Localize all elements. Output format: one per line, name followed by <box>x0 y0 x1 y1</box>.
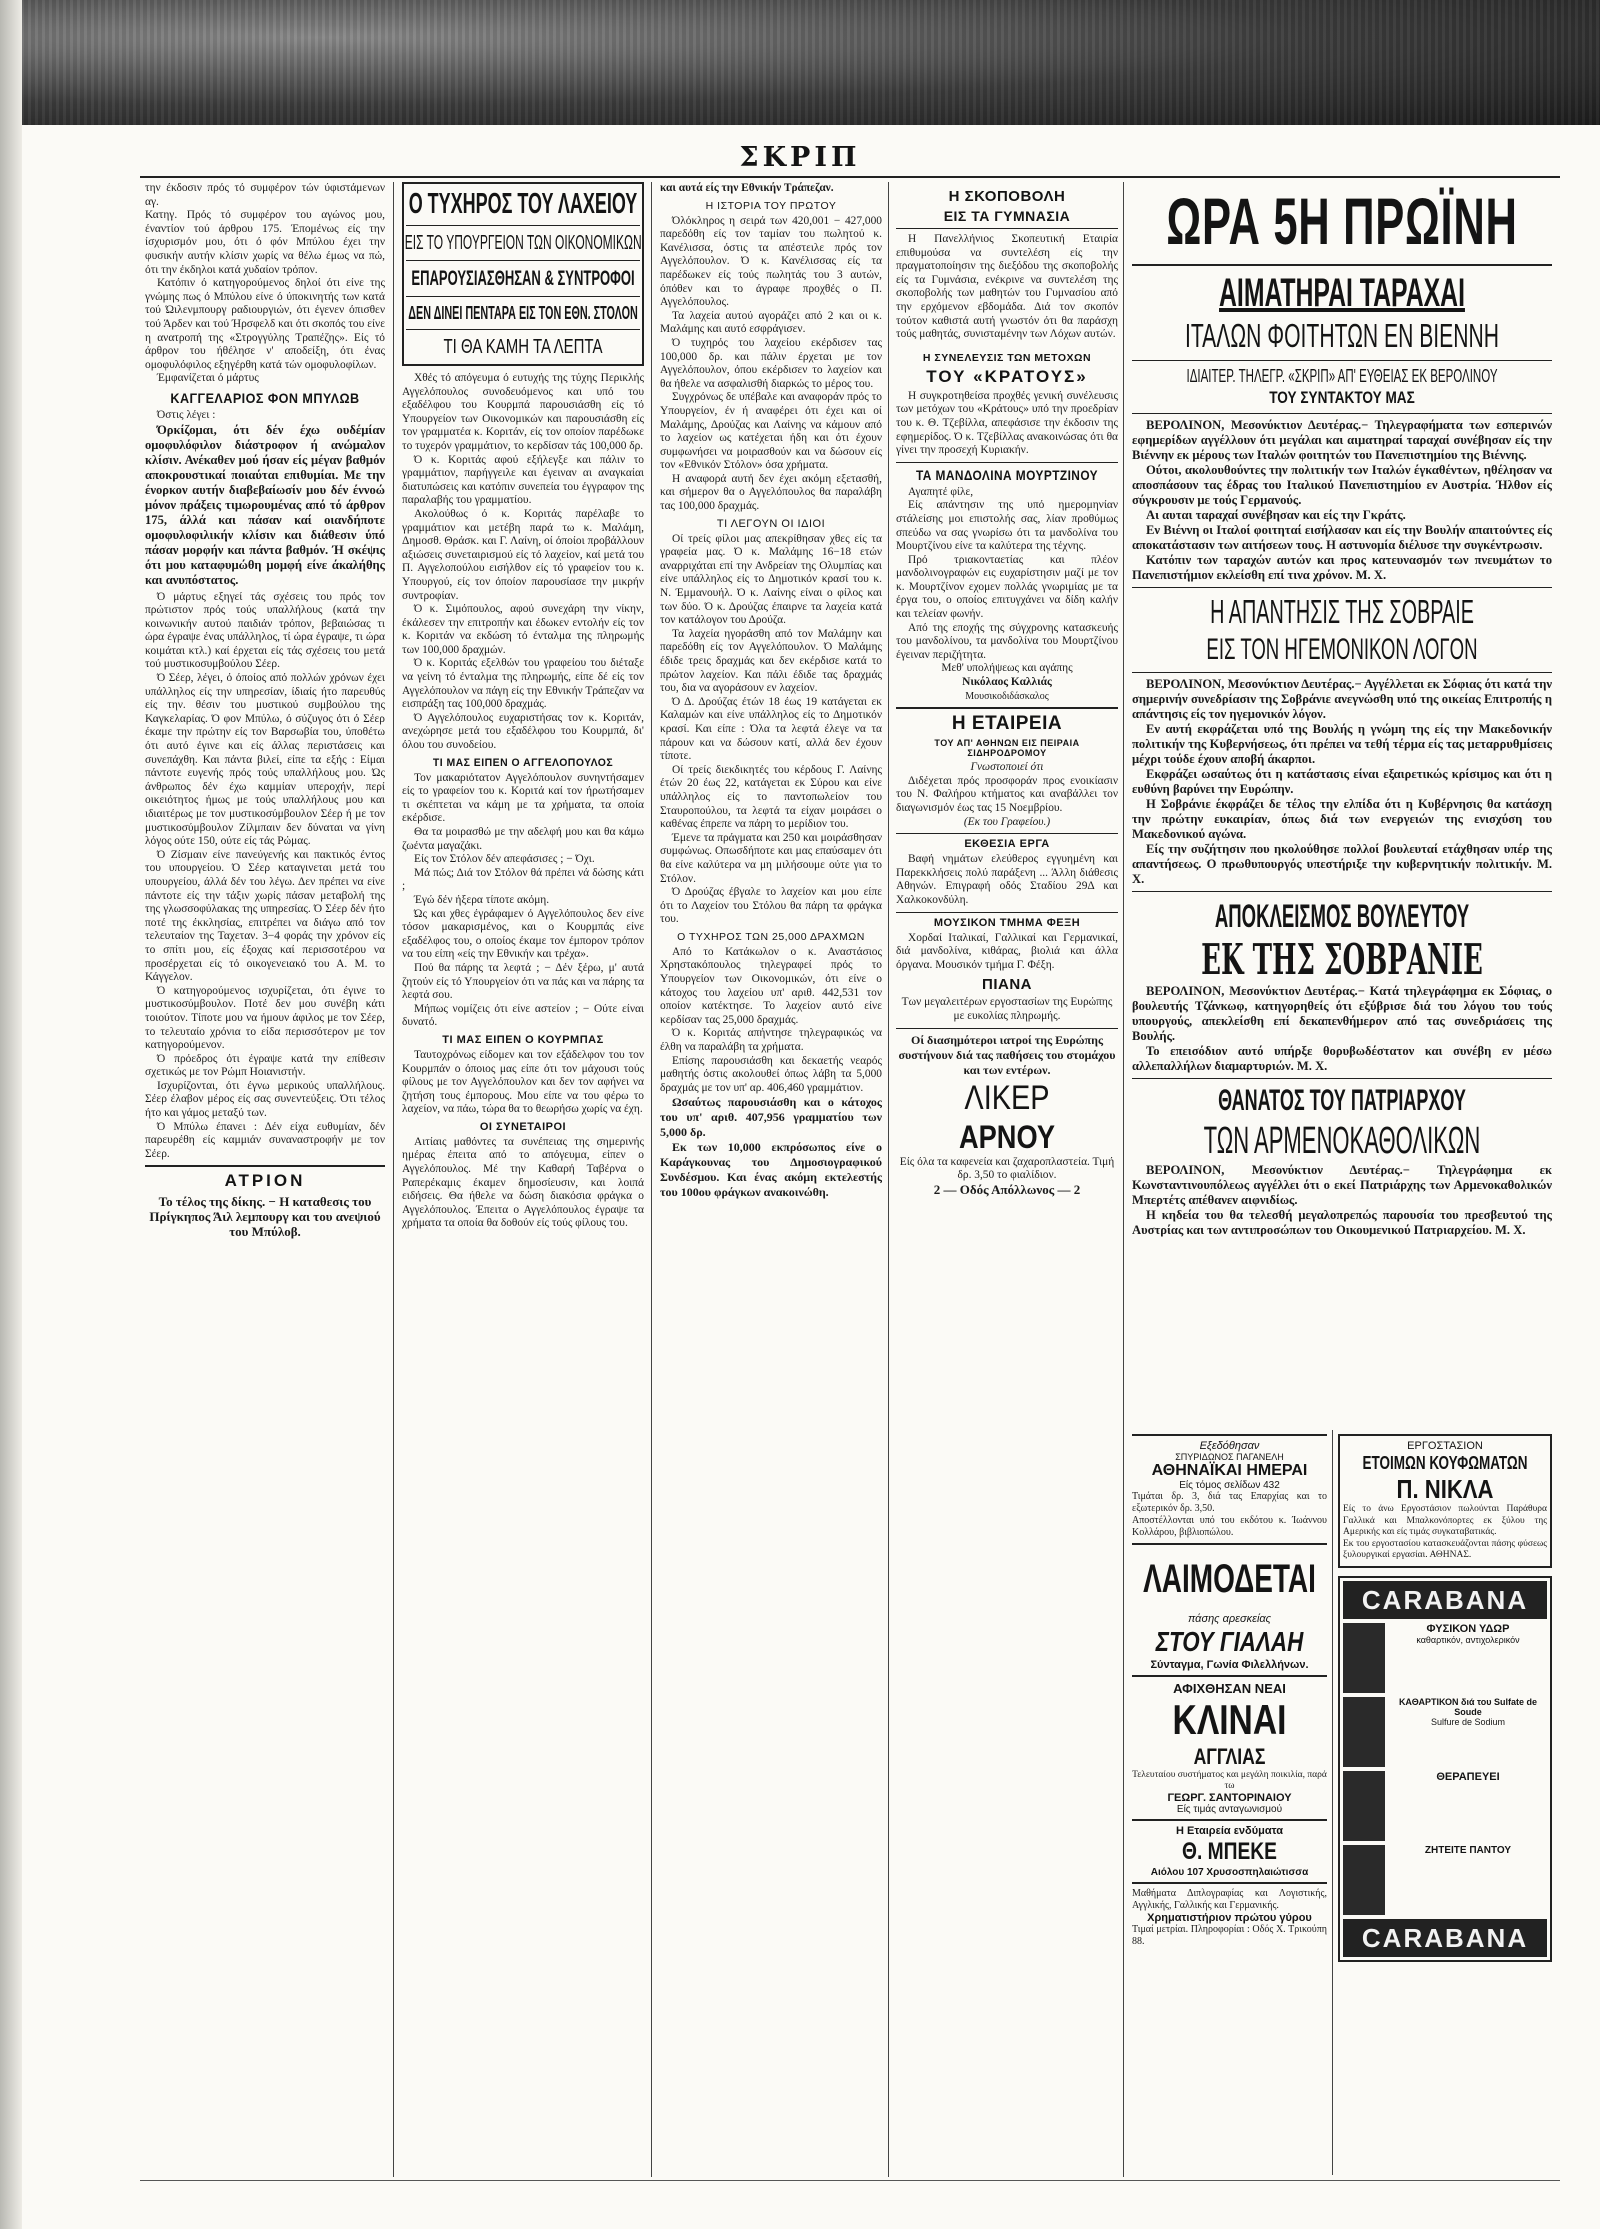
article-text: Ό κατηγορούμενος ισχυρίζεται, ότι έγινε το μυστικοσύμβουλον. Ποτέ δεν μου συνέβη κάτι τοιούτον. Τίποτε μου να ήμουν άφιλος με τον Σέερ, το τελευταίο χρόνια το είδα περισσότερον με τον κατηγορούμενον. <box>145 984 385 1052</box>
ad-niklas <box>1338 1434 1552 1568</box>
ads-left <box>1132 1430 1327 2175</box>
ad-text: Σύνταγμα, Γωνία Φιλελλήνων. <box>1150 1659 1309 1671</box>
ad-text: Τιμαί μετρίαι. Πληροφορίαι : Οδός Χ. Τρικούπη 88. <box>1132 1924 1327 1947</box>
divider <box>1132 587 1552 588</box>
section-heading: ΤΟΥ «ΚΡΑΤΟΥΣ» <box>926 366 1088 386</box>
article-text: Επίσης παρουσιάσθη και δεκαετής νεαρός μαθητής όστις ακολουθεί όπως λάβη τα 5,000 δραχμάς με τον υπ' αρ. 406,460 γραμμάτιον. <box>660 1054 882 1094</box>
ad-text: ΑΦΙΧΘΗΣΑΝ ΝΕΑΙ <box>1173 1681 1286 1696</box>
signature-line: Μεθ' υπολήψεως και αγάπης <box>941 662 1073 675</box>
headline: ΔΕΝ ΔΙΝΕΙ ΠΕΝΤΑΡΑ ΕΙΣ ΤΟΝ ΕΘΝ. ΣΤΟΛΟΝ <box>408 303 638 323</box>
divider <box>1132 413 1552 414</box>
article-text: Ό μάρτυς εξηγεί τάς σχέσεις του πρός τον πρώτιστον πρός τούς υπαλλήλους (κατά την κοινωνικήν αυτού παιδιάν τρόπον, βεβαιώσας τι ώρα έγραψε ένας υπάλληλος, τί ώρα έγραψε, τι ώρα κοιμάται κτλ.) καί έρχεται είς τάς σχέσεις του μετά τού μυστικοσυμβούλου Σέερ. <box>145 590 385 671</box>
column-2 <box>402 182 644 2177</box>
divider <box>896 462 1118 463</box>
ad-row-text <box>1389 1623 1547 1693</box>
article-text: Τον μακαριότατον Αγγελόπουλον συνηντήσαμεν είς το γραφείον του κ. Κοριτά καί τον ήρωτήσαμεν τι σκέπτεται να κάμη με τα χρήματα, τα οποία εκέρδισε. <box>402 771 644 825</box>
article-lead-text: Όρκίζομαι, ότι δέν έχω ουδέμίαν ομοφυλόφιλον διάστροφον ή ανώμαλον κλίσιν. Ανέκαθεν μού ήσαν είς μέγαν βαθμόν αποκρουστικαί ποιαύται επιθυμίαι. Με την ένορκον αυτήν διαβεβαίωσίν μου δέν έννοώ μόνον πράξεις τιμωρουμένας από τό άρθρον 175, άλλά και πάσαν καί οιανδήποτε ομοφυλοφιλικήν κλίσιν και διάθεσιν ύπό πάσαν μορφήν και πάντα βαθμόν. Ή σκέψις ότι μου καταφυμώθη μομφή είνε άκαλήθης και ανυπόστατος. <box>145 422 385 587</box>
article-text: Ό Δρούζας έβγαλε το λαχείον και μου είπε ότι το Λαχείον του Στόλου θα πάρη τα φράγκα του. <box>660 886 882 926</box>
article-text: Τα λαχεία ηγοράσθη από τον Μαλάμην και παρεδόθη είς τον Αγγελόπουλον. Ό Μαλάμης έδιδε τρεις δραχμάς και δεν εκέρδισε κατά το πρώτον λαχείον. Και πάλι έδιδε τας δραχμάς του, δια να αγοράσουν εν λαχείον. <box>660 627 882 695</box>
article-lead-text: Αι αυται ταραχαί συνέβησαν και είς την Γκράτς. <box>1146 508 1406 522</box>
article-lead-text: Εν Βιέννη οι Ιταλοί φοιτηταί εισήλασαν και είς την Βουλήν απαιτούντες είς αποκατάστασιν των αιτήσεων τους. Η αστυνομία διέλυσε την συγκέντρωσιν. <box>1132 523 1552 552</box>
section-heading: ΤΑ ΜΑΝΔΟΛΙΝΑ ΜΟΥΡΤΖΙΝΟΥ <box>915 466 1099 483</box>
ad-heading: ΛΙΚΕΡ <box>964 1078 1050 1117</box>
article-lead-text: Εν αυτή εκφράζεται υπό της Βουλής η γνώμη της είς την Μακεδονικήν πολιτικήν της Κυβερνήσεως, ότι πρέπει να τεθή τέρμα είς τας μεταρρυθμίσεις μέχρι τούδε έχουν αποβή άκαρποι. <box>1132 722 1552 766</box>
article-lead-text: ΒΕΡΟΛΙΝΟΝ, Μεσονύκτιον Δευτέρας.− Κατά τηλεγράφημα εκ Σόφιας, ο βουλευτής Τζάνκωφ, κατηγορηθείς ότι εξύβρισε διά του λόγου του τούς υπουργούς, απεκλείσθη επί δεκαπενθήμερον από τας συνεδριάσεις της Βουλής. <box>1132 984 1552 1043</box>
ad-heading: ΜΟΥΣΙΚΟΝ ΤΜΗΜΑ ΦΕΞΗ <box>933 916 1081 929</box>
ad-text: Εξεδόθησαν <box>1199 1440 1260 1452</box>
divider <box>1132 1543 1327 1545</box>
article-text: Οί τρείς διεκδικητές του κέρδους Γ. Λαίνης έτών 20 έως 22, κατάγεται εκ Σύρου και είνε υπάλληλος είς το παντοπωλείον του Σταυροπούλου, τα λεφτά τα είχαν μοιράσει ο καθένας έπρεπε να πάρη το μερίδιον του. <box>660 763 882 831</box>
ad-row <box>1343 1623 1547 1693</box>
headline: ΕΙΣ ΤΟΝ ΗΓΕΜΟΝΙΚΟΝ ΛΟΓΟΝ <box>1206 633 1478 666</box>
ad-text: Τελευταίου συστήματος και μεγάλη ποικιλία, παρά τω <box>1132 1770 1327 1791</box>
ad-text: Γνωστοποιεί ότι <box>970 761 1044 774</box>
column-rule <box>888 182 889 2177</box>
ad-address: 2 — Οδός Απόλλωνος — 2 <box>933 1181 1081 1197</box>
headline: Η ΑΠΑΝΤΗΣΙΣ ΤΗΣ ΣΟΒΡΑΙΕ <box>1210 593 1474 630</box>
ad-text: ΣΠΥΡΙΔΩΝΟΣ ΠΑΓΑΝΕΛΗ <box>1175 1452 1284 1462</box>
article-text: Ό Ζίσμαιν είνε πανεύγενής και πακτικός έντος του υπουργείου. Ό Σέερ καταγινεται μετά του υπουργείου, άλλά δέν του λέγω. Δεν πρέπει να είνε πάντοτε είς την τάξιν χωρίς πάσαν μεταβολή της της γλωσσοφύλακας της υπηρεσίας. Ό Σέερ δέν ήτο ποτέ της έκκλησίας, επιτρέπει να διάγω από τον τελευταίον της Ταχεταν. 3−4 φοράς την χρόνον είς το σπίτι μου, είς έξοχας καί περισσοτέρου να προσέρχεται είς τό οικογενειακό του Α. Μ. το Κάγγελον. <box>145 848 385 984</box>
ad-text: Είς τιμάς ανταγωνισμού <box>1176 1804 1283 1815</box>
divider <box>1132 1434 1327 1436</box>
article-text: Είς τον Στόλον δέν απεφάσισες ; − Όχι. <box>414 853 595 866</box>
ad-heading: ΑΡΝΟΥ <box>959 1118 1055 1155</box>
divider <box>406 329 640 330</box>
ad-text: (Εκ του Γραφείου.) <box>963 815 1051 828</box>
headline-box <box>402 182 644 366</box>
article-text: Συγχρόνως δε υπέβαλε και αναφοράν πρός το Υπουργείον, έν ή αναφέρει ότι έχει και οί Μαλάμης, Δρούζας και Λαίνης να κάμουν από το λαχείον ως κατέχεται ήδη και ότι έχουν συμφωνήσει να μοιρασθούν και να δώσουν είς τον «Εθνικόν Στόλον» όσα χρήματα. <box>660 391 882 472</box>
ad-text: ΘΕΡΑΠΕΥΕΙ <box>1436 1770 1500 1783</box>
article-text: Πρό τριακονταετίας και πλέον μανδολινογραφών εις ευχαρίστησιν μαζί με τον κ. Μουρτζίνον εχομεν πολλάς γνωριμίας με τα έργα του, ο οποίος επιτυγχάνει να δίδη καλήν και τελείαν φωνήν. <box>896 553 1118 621</box>
headline: ΑΠΟΚΛΕΙΣΜΟΣ ΒΟΥΛΕΥΤΟΥ <box>1214 898 1470 934</box>
article-lead-text: ΒΕΡΟΛΙΝΟΝ, Μεσονύκτιον Δευτέρας.− Τηλεγράφημα εκ Κωνσταντινουπόλεως αγγέλλει ότι ο εκεί Πατριάρχης των Αρμενοκαθολικών Μπερτέτς απέθανεν αιφνιδίως. <box>1132 1163 1552 1207</box>
article-text: Είς απάντησιν της υπό ημερομηνίαν στάλείσης μοι επιστολής σας, λίαν προθύμως σπεύδω να σας γνωρίσω ότι τα μανδολίνα του Μουρτζίνου είνε τα καλύτερα της τέχνης. <box>896 499 1118 553</box>
ad-heading: CARABANA <box>1343 1581 1547 1619</box>
divider <box>406 225 640 226</box>
ad-heading: ΑΘΗΝΑΪΚΑΙ ΗΜΕΡΑΙ <box>1151 1462 1308 1479</box>
ad-text: Είς τόμος σελίδων 432 <box>1179 1480 1280 1491</box>
ad-heading: CARABANA <box>1343 1919 1547 1957</box>
ad-row <box>1343 1771 1547 1841</box>
article-text: Ό κ. Σιμόπουλος, αφού συνεχάρη την νίκην, έκάλεσεν την επιτροπήν και έδωκεν εντολήν είς τον κ. Κοριτάν να εκδώση τό ένταλμα της πληρωμής των 100,000 δραχμών. <box>402 603 644 656</box>
section-heading: ΑΤΡΙΟΝ <box>224 1171 306 1191</box>
article-text: Οί τρείς φίλοι μας απεκρίθησαν χθες είς τα γραφεία μας. Ό κ. Μαλάμης 16−18 ετών αναρριχάται επί την Ανδρείαν της Ολυμπίας και είνε υπάλληλος είς το Δημοτικόν κρασί του κ. Ν. Έμμανουήλ. Ό κ. Λαίνης είναι ο φίλος και των δύο. Ό κ. Δρούζας έπαιρνε τα λαχεία κατά τον κατάλογον του Δρούζα. <box>660 532 882 627</box>
divider <box>1132 1819 1327 1821</box>
article-text: Κατόπιν ό κατηγορούμενος δηλοί ότι είνε της γνώμης πως ό Μπύλου είνε ό ύποκινητής των κατά τού Ώιλενμπουργ ραδιουργιών, ότι έγενεν όπισθεν τού Άρδεν και τού Ήρσφελδ και ότι σκοπός του είνε η ανατροπή της «Στρογγύλης Τραπέζης». Είς τό άρθρον του ήθέλησε ν' αποδείξη, ότι ένας ομοφυλόφιλος εξηγέρθη κατά τών ομοφυλοφίλων. <box>145 277 385 371</box>
ad-text: Διδέχεται πρός προσφοράν προς ενοικίασιν του Ν. Φαλήρου κτήματος και αναβάλλει τον διαγωνισμόν έως τας 15 Νοεμβρίου. <box>896 774 1118 814</box>
ad-heading: ΛΑΙΜΟΔΕΤΑΙ <box>1143 1557 1316 1601</box>
headline: Ο ΤΥΧΗΡΟΣ ΤΟΥ ΛΑΧΕΙΟΥ <box>408 188 638 220</box>
ads-right <box>1338 1430 1552 2175</box>
article-text: Μά πώς; Διά τον Στόλον θά πρέπει νά δώσης κάτι ; <box>402 866 644 893</box>
article-text: Ό Δ. Δρούζας έτών 18 έως 19 κατάγεται εκ Καλαμών και είνε υπάλληλος είς το Δημοτικόν κρασί. Και είπε : Όλα τα λεφτά έλεγε να τα πάρουν και να δώσουν κατί, αλλά δεν έχουν τίποτε. <box>660 695 882 763</box>
ad-heading: Θ. ΜΠΕΚΕ <box>1182 1838 1277 1865</box>
hand-illustration-icon <box>1343 1845 1385 1915</box>
headline: ΑΙΜΑΤΗΡΑΙ ΤΑΡΑΧΑΙ <box>1219 271 1465 315</box>
headline: ΤΩΝ ΑΡΜΕΝΟΚΑΘΟΛΙΚΩΝ <box>1203 1120 1481 1162</box>
article-text: Η Πανελλήνιος Σκοπευτική Εταιρία επιθυμούσα να συντελέση είς την πραγματοποίησιν της διεξόδου της σκοποβολής είς τα Γυμνάσια, ενέκρινε να συντελέση της σκοποβολής των μαθητών του Γυμνασίου από την ερχόμενον εβδομάδα. Διά τον σκοπόν τούτον καθιστά αυτή γνωστόν ότι θα παράσχη τούς μαθητάς, συνισταμένην των Λόχων αυτών. <box>896 233 1118 341</box>
article-text: Η συγκροτηθείσα προχθές γενική συνέλευσις των μετόχων του «Κράτους» υπό την προεδρίαν του κ. Θ. Τζεβίλλα, απεφάσισε την έκδοσιν της εφημερίδος. Ό κ. Τζεβίλλας ανακοινώσας ότι θα γίνει την προσεχή Κυριακήν. <box>896 389 1118 457</box>
ad-text: Αποστέλλονται υπό του εκδότου κ. Ίωάννου Κολλάρου, βιβλιοπώλου. <box>1132 1515 1327 1538</box>
divider <box>1132 891 1552 892</box>
column-rule <box>393 182 394 2177</box>
column-1 <box>145 182 385 2177</box>
hand-illustration-icon <box>1343 1623 1385 1693</box>
ad-laimodetai <box>1132 1549 1327 1613</box>
ad-text: ΕΡΓΟΣΤΑΣΙΟΝ <box>1407 1440 1483 1452</box>
divider <box>1132 264 1552 266</box>
headline: ΕΙΣ ΤΟ ΥΠΟΥΡΓΕΙΟΝ ΤΩΝ ΟΙΚΟΝΟΜΙΚΩΝ <box>404 232 642 254</box>
ad-row-text <box>1389 1697 1547 1767</box>
article-text: Έγώ δέν ήξερα τίποτε ακόμη. <box>414 893 550 906</box>
article-text: Μήπως νομίζεις ότι είνε αστείον ; − Ούτε είναι δυνατό. <box>402 1002 644 1029</box>
article-text: Ό τυχηρός του λαχείου εκέρδισεν τας 100,000 δρ. και πάλιν έρχεται με τον Αγγελόπουλον, όπου εκέρδισεν το λαχείον και θα ήθελε να ασφαλισθή διαρκώς το μέρος του. <box>660 336 882 390</box>
ad-text: καθαρτικόν, αντιχολερικόν <box>1416 1634 1520 1645</box>
section-heading: ΚΑΓΓΕΛΑΡΙΟΣ ΦΟΝ ΜΠΥΛΩΒ <box>170 389 360 406</box>
article-lead-text: Η κηδεία του θα τελεσθή μεγαλοπρεπώς παρουσία του πρεσβευτού της Αυστρίας και των αντιπροσώπων του Οικουμενικού Πατριαρχείου. Μ. Χ. <box>1132 1208 1552 1237</box>
dark-scan-border <box>0 0 1600 125</box>
column-rule <box>651 182 652 2177</box>
headline: ΕΚ ΤΗΣ ΣΟΒΡΑΝΙΕ <box>1201 935 1483 984</box>
ad-text: Χρηματιστήριον πρώτου γύρου <box>1147 1912 1312 1924</box>
divider <box>1132 1882 1327 1884</box>
article-text: την έκδοσιν πρός τό συμφέρον τών ύφιστάμενων αγ. <box>145 182 385 208</box>
headline: ΕΠΑΡΟΥΣΙΑΣΘΗΣΑΝ & ΣΥΝΤΡΟΦΟΙ <box>411 267 635 290</box>
ad-text: Μαθήματα Διπλογραφίας και Λογιστικής, Αγγλικής, Γαλλικής και Γερμανικής. <box>1132 1888 1327 1911</box>
article-text: Ταυτοχρόνως είδομεν και τον εξάδελφον του τον Κουρμπάν ο όποιος μας είπε ότι τον μάχουσι τούς φίλους με τον Αγγελόπουλον και δεν τον αφήνει να ζητήση τους έμπορους. Μου είπε να του φέρω το λαχείον, να πάω, τώρα θα το θεωρήσω χωρίς να έχη. <box>402 1048 644 1116</box>
article-text: Ακολούθως ό κ. Κοριτάς παρέλαβε το γραμμάτιον και μετέβη παρά τω κ. Μαλάμη, Δημοσθ. Θράσκ. και Γ. Λαίνη, οί όποίοι προβάλλουν αξιώσεις συνεταιρισμού είς τό λαχείον, καί μετά του Π. Αγγελοπούλου εισήλθον είς τό γραφείον του κ. Υπουργού, είς τον όποίον παρουσίασε την μικρήν συντροφίαν. <box>402 507 644 602</box>
divider <box>896 228 1118 229</box>
column-4 <box>896 182 1118 2177</box>
ad-text: πάσης αρεσκείας <box>1187 1613 1272 1625</box>
divider <box>145 1165 385 1167</box>
page-fold-shadow <box>0 0 22 2229</box>
article-text: Πού θα πάρης τα λεφτά ; − Δέν ξέρω, μ' αυτά ζητούν είς τό Υπουργείον ότι να πάς και να πάρης τα λεφτά σου. <box>402 961 644 1002</box>
ad-heading: ΑΓΓΛΙΑΣ <box>1193 1744 1266 1769</box>
article-lead-text: Το τέλος της δίκης. − Η καταθεσις του Πρίγκηπος Άιλ λεμπουργ και του ανεψιού του Μπύλοβ. <box>149 1194 381 1240</box>
headline: ΘΑΝΑΤΟΣ ΤΟΥ ΠΑΤΡΙΑΡΧΟΥ <box>1218 1084 1466 1117</box>
column-3 <box>660 182 882 2177</box>
divider <box>406 296 640 297</box>
signature-name: Νικόλαος Καλλιάς <box>962 676 1052 689</box>
ad-heading: Η ΕΤΑΙΡΕΙΑ <box>951 713 1063 735</box>
article-text: Όλόκληρος η σειρά των 420,001 − 427,000 παρεδόθη είς τον ταμίαν του πωλητού κ. Κανέλισσα, όστις τα απέστειλε πρός τον Αγγελόπουλον. Ό κ. Κανέλισσας είς τα παρέδωκεν είς τούς πωλητάς του 3 αυτών, όπόθεν και το άγραφε προχθές ο Π. Αγγελόπουλος. <box>660 214 882 309</box>
article-text: Ισχυρίζονται, ότι έγνω μερικούς υπαλλήλους. Σέερ έλαβον μέρος είς σας συνεντεύξεις. Ότι τέλος ήτο και γάμος μεταξύ των. <box>145 1079 385 1120</box>
article-text: Ό πρόεδρος ότι έγραψε κατά την επίθεσιν σχετικώς με τον Ρώμπ Ηοιανιστήν. <box>145 1052 385 1079</box>
masthead-rule <box>140 176 1560 178</box>
ad-text: Η Εταιρεία ενδύματα <box>1176 1825 1283 1837</box>
article-text: Χθές τό απόγευμα ό ευτυχής της τύχης Περικλής Αγγελόπουλος συνοδευόμενος και υπό του εξαδέλφου του Κουρμπά παρουσιάσθη είς τό Υπουργείον των Οικονομικών και παρουσιάσθη είς τον γραμματέα κ. Κοριτάν, είς τον οποίον παρέδωκε το τυχερόν γραμμάτιον, το κερδίσαν τάς 100,000 δρ. <box>402 372 644 452</box>
article-lead-text: Είς την συζήτησιν που ηκολούθησε πολλοί βουλευταί ετάχθησαν υπέρ της απαντήσεως. Ο πρωθυπουργός υπεστήριξε την κυβερνητικήν πολιτικήν. Μ. Χ. <box>1132 842 1552 886</box>
article-text: Ό κ. Κοριτάς εξελθών του γραφείου του διέταξε να γείνη τό ένταλμα της πληρωμής, είπε δέ είς τον Αγγελόπουλον να πάγη είς την Εθνικήν Τράπεζαν να εισπράξη τας 100,000 δραχμάς. <box>402 657 644 711</box>
article-lead-text: Η Σοβράνιε έκφράζει δε τέλος την ελπίδα ότι η Κυβέρνησις θα κατάσχη την πρώτην ευκαιρίαν, όπως διά των ενεργειών της ενισχύση του Μακεδονικού αγώνα. <box>1132 797 1552 841</box>
article-text: Όστις λέγει : <box>157 408 216 421</box>
ad-carabana <box>1338 1576 1552 1962</box>
divider <box>1132 1675 1327 1677</box>
divider <box>1132 672 1552 673</box>
section-heading: Ο ΤΥΧΗΡΟΣ ΤΩΝ 25,000 ΔΡΑΧΜΩΝ <box>677 930 865 943</box>
divider <box>1132 360 1552 361</box>
article-text: Θα τα μοιρασθώ με την αδελφή μου και θα κάμω ζωέντα μαγαζάκι. <box>402 826 644 852</box>
ad-text: Οί διασημότεροι ιατροί της Ευρώπης συστήνουν διά τας παθήσεις του στομάχου και των εντέρων. <box>898 1032 1116 1077</box>
ad-row-text <box>1389 1771 1547 1841</box>
divider <box>896 707 1118 709</box>
ad-text: Τιμάται δρ. 3, διά τας Επαρχίας και το εξωτερικόν δρ. 3,50. <box>1132 1491 1327 1514</box>
ad-row-text <box>1389 1845 1547 1915</box>
ad-row <box>1343 1697 1547 1767</box>
article-lead-text: Ούτοι, ακολουθούντες την πολιτικήν των Ιταλών έγκαθέντων, ηθέλησαν να αποσπάσουν τας έδρας του Ιταλικού Πανεπιστημίου εν Αυστρία. Ήλθον είς σύγκρουσιν με τούς Γερμανούς. <box>1132 463 1552 507</box>
section-heading: ΕΙΣ ΤΑ ΓΥΜΝΑΣΙΑ <box>943 208 1071 224</box>
bottom-rule <box>140 2180 1560 2181</box>
ad-text: ΚΑΘΑΡΤΙΚΟΝ διά του Sulfate de Soude <box>1398 1696 1538 1717</box>
article-text: Αγαπητέ φίλε, <box>908 485 974 498</box>
hand-illustration-icon <box>1343 1771 1385 1841</box>
article-text: Έμενε τα πράγματα και 250 και μοιράσθησαν συμφώνως. Οπωσδήποτε και μας επαύσαμεν ότι θα είνε καλύτερα να μη μιλήσουμε ούτε για το Στόλον. <box>660 831 882 885</box>
hand-illustration-icon <box>1343 1697 1385 1767</box>
article-lead-text: Εκ των 10,000 εκπρόσωπος είνε ο Καράγκουνας του Δημοσιογραφικού Συνδέσμου. Και ένας ακόμη εκτελεστής του 100ου φράγκων ανακοινώθη. <box>660 1140 882 1200</box>
ad-heading: ΣΤΟΥ ΓΙΑΛΑΗ <box>1155 1626 1304 1657</box>
ad-text: ΖΗΤΕΙΤΕ ΠΑΝΤΟΥ <box>1424 1844 1512 1856</box>
ad-text: Βαφή νημάτων ελεύθερος εγγυημένη και Παρεκκλήσεις πολύ παράξενη ... Άλλη διάθεσις Αθηνών. Επιγραφή οδός Σταδίου 29Δ και Χαλκοκονδύλη. <box>896 853 1118 906</box>
article-text: Η αναφορά αυτή δεν έχει ακόμη εξετασθή, και σήμερον θα ο Αγγελόπουλος θα παραλάβη τας 100,000 δραχμάς. <box>660 472 882 513</box>
masthead: ΣΚΡΙΠ <box>739 142 861 173</box>
ad-heading: ΕΤΟΙΜΩΝ ΚΟΥΦΩΜΑΤΩΝ <box>1362 1453 1528 1473</box>
column-rule <box>1123 182 1124 2177</box>
section-heading: ΤΙ ΜΑΣ ΕΙΠΕΝ Ο ΑΓΓΕΛΟΠΟΥΛΟΣ <box>432 756 614 769</box>
column-rule <box>1332 1430 1333 2175</box>
ad-heading: Π. ΝΙΚΛΑ <box>1396 1474 1494 1504</box>
section-heading: ΤΙ ΛΕΓΟΥΝ ΟΙ ΙΔΙΟΙ <box>716 517 826 530</box>
article-lead-text: Κατόπιν των ταραχών αυτών και προς κατευνασμόν των πνευμάτων το Πανεπιστήμιον εκλείσθη επί τινα χρόνον. Μ. Χ. <box>1132 553 1552 582</box>
subheadline: ΙΔΙΑΙΤΕΡ. ΤΗΛΕΓΡ. «ΣΚΡΙΠ» ΑΠ' ΕΥΘΕΙΑΣ ΕΚ ΒΕΡΟΛΙΝΟΥ <box>1186 366 1498 386</box>
article-lead-text: ΒΕΡΟΛΙΝΟΝ, Μεσονύκτιον Δευτέρας.− Τηλεγραφήματα των εσπερινών εφημερίδων αγγέλλουν ότι μεγάλαι και αιματηραί ταραχαί συνέβησαν είς την Βιέννην εκ μέρους των Ιταλών φοιτητών του Πανεπιστημίου της Βιέννης. <box>1132 418 1552 462</box>
divider <box>896 912 1118 913</box>
ad-text: Εκ του εργοστασίου κατασκευάζονται πάσης φύσεως ξυλουργικαί εργασίαι. ΑΘΗΝΑΣ. <box>1343 1538 1547 1560</box>
ad-text: ΦΥΣΙΚΟΝ ΥΔΩΡ <box>1426 1622 1510 1635</box>
article-text: και αυτά είς την Εθνικήν Τράπεζαν. <box>660 182 834 194</box>
signature-title: Μουσικοδιδάσκαλος <box>965 690 1049 702</box>
ad-text: Sulfure de Sodium <box>1430 1716 1506 1727</box>
article-text: Έμφανίζεται ό μάρτυς <box>157 372 259 385</box>
divider <box>406 260 640 261</box>
article-text: Ώς και χθες έγράφαμεν ό Αγγελόπουλος δεν είνε τόσον μακαρισμένος, και ο Κουρμπάς είνε εξαδέλφος του, ο οποίος έκαμε τον έμπορον τρόπον να του είπη «είς την Εθνικήν και τρέχα». <box>402 907 644 961</box>
headline: ΤΙ ΘΑ ΚΑΜΗ ΤΑ ΛΕΠΤΑ <box>443 336 603 358</box>
ad-text: Αιόλου 107 Χρυσοσπηλαιώτισσα <box>1150 1867 1309 1878</box>
article-text: Από το Κατάκωλον ο κ. Αναστάσιος Χρηστακόπουλος τηλεγραφεί πρός το Υπουργείον των Οικονομικών, ότι είνε ο κάτοχος του λαχείου υπ' αριθ. 442,531 τον οποίον κατέκτησε. Το λαχείον αυτό είνε κερδίσαν τας 25,000 δραχμάς. <box>660 945 882 1026</box>
ad-text: Χορδαί Ιταλικαί, Γαλλικαί και Γερμανικαί, διά μανδολίνα, κιθάρας, βιολιά και άλλα όργανα. Μουσικόν τμήμα Γ. Φέξη. <box>896 931 1118 971</box>
divider <box>1132 1078 1552 1079</box>
section-heading: ΟΙ ΣΥΝΕΤΑΙΡΟΙ <box>479 1120 567 1133</box>
divider <box>896 833 1118 834</box>
ad-subheading: ΤΟΥ ΑΠ' ΑΘΗΝΩΝ ΕΙΣ ΠΕΙΡΑΙΑ ΣΙΔΗΡΟΔΡΟΜΟΥ <box>934 738 1080 759</box>
divider <box>896 1028 1118 1029</box>
ad-heading: ΕΚΘΕΣΙΑ ΕΡΓΑ <box>964 838 1050 851</box>
article-lead-text: Εκφράζει ωσαύτως ότι η κατάστασις είναι εξαιρετικώς κρίσιμος και ότι η ευθύνη βαρύνει την Ευρώπην. <box>1132 767 1552 796</box>
article-lead-text: ΒΕΡΟΛΙΝΟΝ, Μεσονύκτιον Δευτέρας.− Αγγέλλεται εκ Σόφιας ότι κατά την σημερινήν συνεδρίασιν της Σοβράνιε ανεγνώσθη υπό της οικείας Επιτροπής η απάντησις είς τον ηγεμονικόν λόγον. <box>1132 677 1552 721</box>
ad-text: Είς όλα τα καφενεία και ζαχαροπλαστεία. Τιμή δρ. 3,50 το φιαλίδιον. <box>899 1155 1115 1182</box>
headline: ΩΡΑ 5Η ΠΡΩΪΝΗ <box>1166 184 1518 258</box>
article-text: Αιτίαις μαθόντες τα συνέπειας της σημερινής ημέρας έπειτα από το απόγευμα, είπεν ο Αγγελόπουλος. Μέ την Καθαρή Ταβέρνα ο Ραπερέκαμις έκαμεν δημοσίευσιν, και λοιπά ειδήσεις. Θα ήθελε να δώση διακόσια φράγκα ο Αγγελόπουλος. Έπειτα ο Αγγελόπουλος έγραψε τα χρήματα τα οποία θα δοθούν είς τούς φίλους του. <box>402 1135 644 1230</box>
article-lead-text: Το επεισόδιον αυτό υπήρξε θορυβωδέστατον και συνέβη εν μέσω αλλεπαλλήλων διαμαρτυριών. Μ. Χ. <box>1132 1044 1552 1073</box>
ad-text: ΓΕΩΡΓ. ΣΑΝΤΟΡΙΝΑΙΟΥ <box>1167 1792 1292 1804</box>
section-heading: ΤΙ ΜΑΣ ΕΙΠΕΝ Ο ΚΟΥΡΜΠΑΣ <box>442 1033 604 1046</box>
ad-text: Των μεγαλειτέρων εργοστασίων της Ευρώπης με ευκολίας πληρωμής. <box>901 996 1113 1022</box>
headline: ΙΤΑΛΩΝ ΦΟΙΤΗΤΩΝ ΕΝ ΒΙΕΝΝΗ <box>1184 317 1500 354</box>
section-heading: Η ΣΚΟΠΟΒΟΛΗ <box>948 188 1066 205</box>
article-text: Ό κ. Κοριτάς αφού εξήλεγξε και πάλιν το γραμμάτιον, παρήγγειλε και έγειναν αι αναγκαίαι διατυπώσεις και κατόπιν συνεπεία του έγγραφον της παραλαβής του γραμματίου. <box>402 453 644 507</box>
subheadline: ΤΟΥ ΣΥΝΤΑΚΤΟΥ ΜΑΣ <box>1269 388 1415 407</box>
section-heading: Η ΣΥΝΕΛΕΥΣΙΣ ΤΩΝ ΜΕΤΟΧΩΝ <box>922 351 1092 364</box>
article-text: Από της εποχής της σύγχρονης κατασκευής του μανδολίνου, τα μανδολίνα του Μουρτζίνου έγειναν περιζήτητα. <box>896 621 1118 661</box>
article-lead-text: Ωσαύτως παρουσιάσθη και ο κάτοχος του υπ' αριθ. 407,956 γραμματίου των 5,000 δρ. <box>660 1095 882 1140</box>
article-text: Ό Αγγελόπουλος ευχαριστήσας τον κ. Κοριτάν, ανεχώρησε μετά του εξαδέλφου του Κουρμπά, δι' όλου του συνοδείου. <box>402 711 644 752</box>
ad-heading: ΚΛΙΝΑΙ <box>1172 1696 1287 1743</box>
ad-text: Είς το άνω Εργοστάσιον πωλούνται Παράθυρα Γαλλικά και Μπαλκονόπορτες εκ ξύλου της Αμερικής και είς τιμάς συγκαταβατικάς. <box>1343 1504 1547 1537</box>
section-heading: Η ΙΣΤΟΡΙΑ ΤΟΥ ΠΡΩΤΟΥ <box>705 199 837 212</box>
article-text: Τα λαχεία αυτού αγοράζει από 2 και οι κ. Μαλάμης και αυτό εσφράγισεν. <box>660 309 882 336</box>
ad-row <box>1343 1845 1547 1915</box>
article-text: Ό κ. Κοριτάς απήντησε τηλεγραφικώς να έλθη να παραλάβη τα χρήματα. <box>660 1027 882 1054</box>
article-text: Κατηγ. Πρός τό συμφέρον του αγώνος μου, έναντίον τού άρθρου 175. Έπομένως είς την ίσχυρισμόν μου, ότι ό φόν Μπύλου έχει την φυσικήν αυτήν κλίσιν χωρίς να θέλω έμως να πώ, ότι την έκδηλοι κατά χυδαίον τρόπον. <box>145 209 385 276</box>
ad-heading: ΠΙΑΝΑ <box>982 976 1032 994</box>
article-text: Ό Σέερ, λέγει, ό όποίος από πολλών χρόνων έχει υπάλληλος είς την υπηρεσίαν, ίδιαίς ήτο παρευθύς είς την. θέσιν του μυστικού συμβούλου της Καγκελαρίας. Ό φον Μπύλω, ό σύζυγος ότι ό Σέερ έκαμε την πρώτην είς τον Βαρσωβία του, ύποθέτω ότι αυτό έγινε και είς άλλας περιστάσεις και συνεπάχθη. Και πάντα βιλεί, είπε τα εξής : Είμαι πάντοτε ευγενής πρός τούς υπαλλήλους μου. Ώς άνθρωπος δέν έχω καμμίαν υπεροχήν, περί οικειότητος ήμως με τούς υπαλλήλους μου και ιδιαιτέρως με τον μυστικοσύμβουλον Σέερ ή με τον μυστικοσύμβουλον Ζίλμπαιν δεν δύναται να γίνη λόγος ούτε 150, ούτε είς τάς Ρώμας. <box>145 672 385 848</box>
article-text: Ό Μπύλω έπανει : Δέν είχα ευθυμίαν, δέν παρευρέθη είς καμμιάν συναναστροφήν με τον Σέερ. <box>145 1120 385 1160</box>
